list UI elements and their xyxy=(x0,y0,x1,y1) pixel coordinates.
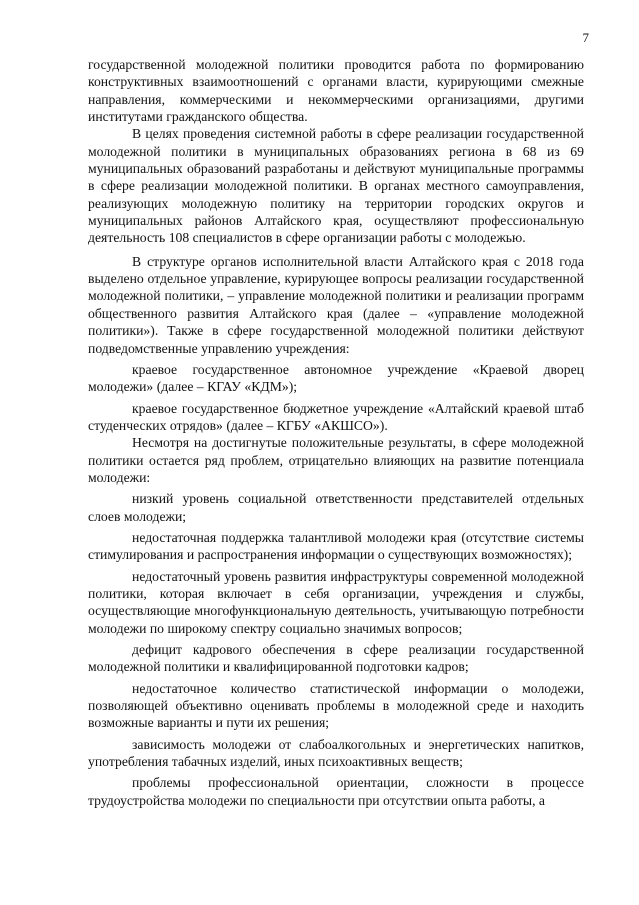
paragraph-municipal-programs: В целях проведения системной работы в сфере реализации государственной молодежной политики в муниципальных образованиях региона в 68 из 69 муниципальных образований разработаны и действуют муниципальные программы в сфере реализации молодежной политики. В органах местного самоуправления, реализующих молодежную политику на территории городских округов и муниципальных районов Алтайского края, осуществляют профессиональную деятельность 108 специалистов в сфере организации работы с молодежью. xyxy=(88,126,584,246)
institution-item-akshso: краевое государственное бюджетное учреждение «Алтайский краевой штаб студенческих отрядов» (далее – КГБУ «АКШСО»). xyxy=(88,400,584,433)
document-body xyxy=(88,56,584,809)
problem-item: низкий уровень социальной ответственности представителей отдельных слоев молодежи; xyxy=(88,491,584,524)
page-number: 7 xyxy=(582,30,589,45)
problem-item: проблемы профессиональной ориентации, сложности в процессе трудоустройства молодежи по специальности при отсутствии опыта работы, а xyxy=(88,775,584,808)
paragraph-executive-structure: В структуре органов исполнительной власти Алтайского края с 2018 года выделено отдельное управление, курирующее вопросы реализации государственной молодежной политики, – управление молодежной политики и реализации программ общественного развития Алтайского края (далее – «управление молодежной политики»). Также в сфере государственной молодежной политики действуют подведомственные управлению учреждения: xyxy=(88,253,584,356)
problem-item: недостаточный уровень развития инфраструктуры современной молодежной политики, которая включает в себя организации, учреждения и службы, осуществляющие многофункциональную деятельность, учитывающую потребности молодежи по широкому спектру социально значимых вопросов; xyxy=(88,568,584,636)
institution-item-kdm: краевое государственное автономное учреждение «Краевой дворец молодежи» (далее – КГАУ «КДМ»); xyxy=(88,361,584,395)
paragraph-problems-intro: Несмотря на достигнутые положительные результаты, в сфере молодежной политики остается ряд проблем, отрицательно влияющих на развитие потенциала молодежи: xyxy=(88,435,584,485)
problem-item: недостаточное количество статистической информации о молодежи, позволяющей объективно оценивать проблемы в молодежной среде и находить возможные варианты и пути их решения; xyxy=(88,680,584,731)
paragraph-continuation: государственной молодежной политики проводится работа по формированию конструктивных взаимоотношений с органами власти, курирующими смежные направления, коммерческими и некоммерческими организациями, другими институтами гражданского общества. xyxy=(88,57,584,125)
problem-item: недостаточная поддержка талантливой молодежи края (отсутствие системы стимулирования и распространения информации о существующих возможностях); xyxy=(88,529,584,563)
problem-item: дефицит кадрового обеспечения в сфере реализации государственной молодежной политики и квалифицированной подготовки кадров; xyxy=(88,642,584,675)
problem-item: зависимость молодежи от слабоалкогольных и энергетических напитков, употребления табачных изделий, иных психоактивных веществ; xyxy=(88,736,584,770)
